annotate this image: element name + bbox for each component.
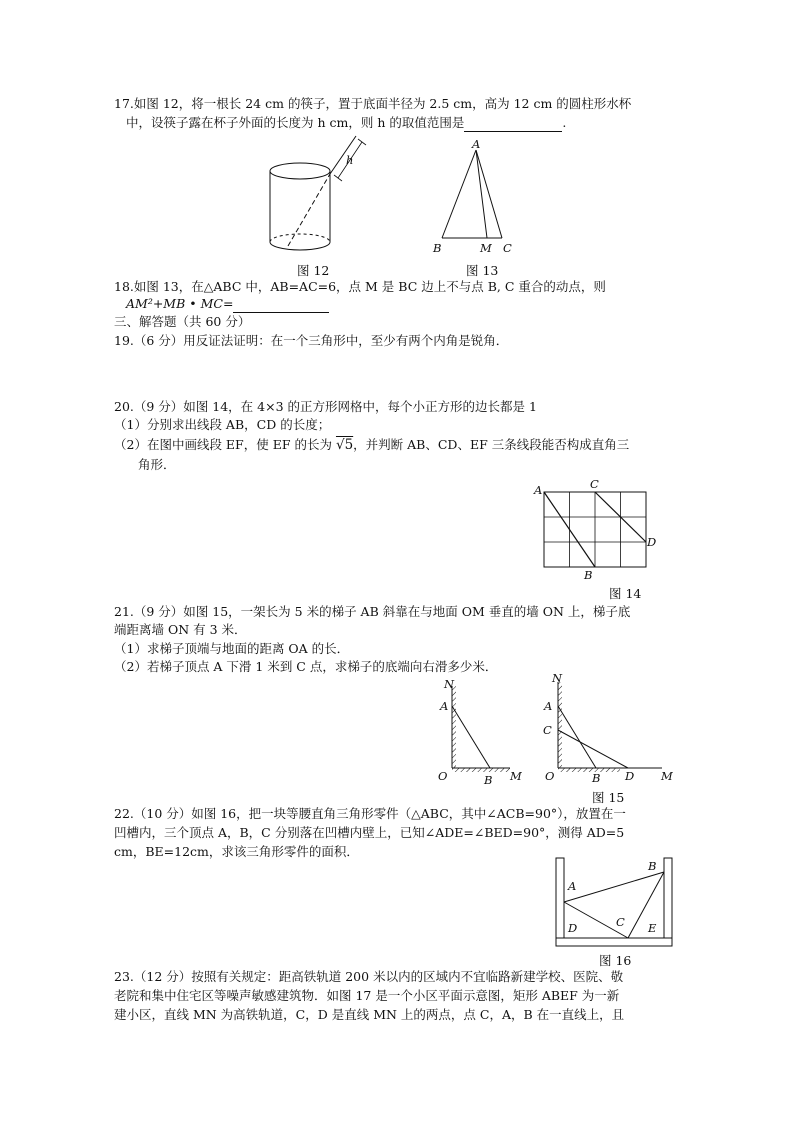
q20-line2: （1）分别求出线段 AB，CD 的长度； [114, 417, 331, 432]
label-M: M [661, 769, 673, 783]
q17-answer-blank [464, 115, 562, 132]
q17-line2 [126, 115, 566, 132]
groove-right-wall [664, 858, 672, 946]
label-B: B [433, 241, 442, 255]
figure-15-right [540, 668, 676, 786]
q22-line1: 22.（10 分）如图 16，把一块等腰直角三角形零件（△ABC，其中∠ACB=90°），放置在一 [114, 806, 626, 821]
fig15-caption: 图 15 [592, 790, 625, 805]
figure-13-triangle [430, 138, 530, 256]
q18-answer-blank [233, 296, 329, 313]
label-A: A [568, 879, 577, 893]
figure-12-cylinder [262, 134, 372, 262]
groove-bottom [556, 938, 672, 946]
label-B: B [484, 773, 493, 787]
q17-line2-end: . [562, 115, 567, 130]
side-AC [476, 150, 502, 238]
segment-AM [476, 150, 487, 238]
q20-line1: 20.（9 分）如图 14，在 4×3 的正方形网格中，每个小正方形的边长都是 1 [114, 399, 537, 414]
q20-line3 [114, 437, 629, 453]
q22-line3: cm，BE=12cm，求该三角形零件的面积． [114, 844, 359, 859]
ladder-AB [558, 706, 596, 768]
q18-line2-text: AM²+MB • MC= [126, 296, 234, 311]
q19-text: 19.（6 分）用反证法证明：在一个三角形中，至少有两个内角是锐角． [114, 333, 509, 348]
fig13-caption: 图 13 [466, 263, 499, 278]
groove-left-wall [556, 858, 564, 946]
q21-line1: 21.（9 分）如图 15，一架长为 5 米的梯子 AB 斜靠在与地面 OM 垂直的墙 ON 上，梯子底 [114, 604, 631, 619]
fig16-caption: 图 16 [599, 953, 632, 968]
label-N: N [552, 671, 563, 685]
label-M: M [510, 769, 522, 783]
wall-hatch [558, 682, 562, 768]
cylinder-top-ellipse [270, 163, 330, 179]
q18-line2 [126, 296, 329, 313]
h-dimension-tick-top [358, 139, 366, 145]
q17-line2-text: 中，设筷子露在杯子外面的长度为 h cm，则 h 的取值范围是 [126, 115, 465, 130]
q20-line3b: ，并判断 AB、CD、EF 三条线段能否构成直角三 [353, 437, 630, 452]
figure-14-grid [534, 478, 658, 584]
label-B: B [648, 859, 657, 873]
fig14-caption: 图 14 [609, 586, 642, 601]
label-D: D [568, 921, 578, 935]
q20-line3a: （2）在图中画线段 EF，使 EF 的长为 [114, 437, 332, 452]
label-A: A [544, 699, 553, 713]
label-C: C [503, 241, 512, 255]
chopstick-inside [288, 174, 330, 246]
label-O: O [438, 769, 448, 783]
q22-line2: 凹槽内，三个顶点 A，B，C 分别落在凹槽内壁上，已知∠ADE=∠BED=90°，测得 AD=5 [114, 825, 625, 840]
q21-line3: （1）求梯子顶端与地面的距离 OA 的长． [114, 641, 350, 656]
ladder-AB [452, 706, 490, 768]
label-C: C [616, 915, 625, 929]
q21-line4: （2）若梯子顶点 A 下滑 1 米到 C 点，求梯子的底端向右滑多少米． [114, 659, 498, 674]
q18-line1: 18.如图 13，在△ABC 中，AB=AC=6，点 M 是 BC 边上不与点 B, C 重合的动点，则 [114, 279, 606, 294]
label-A: A [534, 483, 543, 497]
label-D: D [647, 535, 657, 549]
q17-line1: 17.如图 12，将一根长 24 cm 的筷子，置于底面半径为 2.5 cm，高为 12 cm 的圆柱形水杯 [114, 96, 632, 111]
label-B: B [592, 771, 601, 785]
label-C: C [543, 723, 552, 737]
sqrt5: √5 [335, 437, 354, 453]
h-dimension-tick-bottom [334, 175, 342, 181]
q23-line2: 老院和集中住宅区等噪声敏感建筑物．如图 17 是一个小区平面示意图，矩形 ABEF 为一新 [114, 988, 620, 1003]
q20-line4: 角形． [138, 457, 176, 472]
label-M: M [480, 241, 492, 255]
cylinder-bottom-back [270, 234, 330, 242]
q23-line3: 建小区，直线 MN 为高铁轨道，C，D 是直线 MN 上的两点，点 C，A，B 在一直线上，且 [114, 1007, 625, 1022]
ground-hatch [452, 768, 510, 772]
side-AB [442, 150, 476, 238]
label-A: A [440, 699, 449, 713]
ground-hatch [558, 768, 620, 772]
label-N: N [444, 677, 455, 691]
label-D: D [625, 769, 635, 783]
q23-line1: 23.（12 分）按照有关规定：距高铁轨道 200 米以内的区域内不宜临路新建学校、医院、敬 [114, 969, 624, 984]
label-h: h [346, 153, 354, 167]
fig12-caption: 图 12 [297, 263, 330, 278]
section-3-heading: 三、解答题（共 60 分） [114, 314, 251, 329]
label-C: C [590, 477, 599, 491]
wall-hatch [452, 686, 456, 768]
cylinder-bottom-front [270, 242, 330, 250]
figure-16-groove [552, 856, 678, 952]
label-A: A [472, 137, 481, 151]
label-O: O [545, 769, 555, 783]
label-E: E [648, 921, 657, 935]
q21-line2: 端距离墙 ON 有 3 米． [114, 622, 247, 637]
figure-15-left [432, 676, 532, 786]
label-B: B [584, 568, 593, 582]
